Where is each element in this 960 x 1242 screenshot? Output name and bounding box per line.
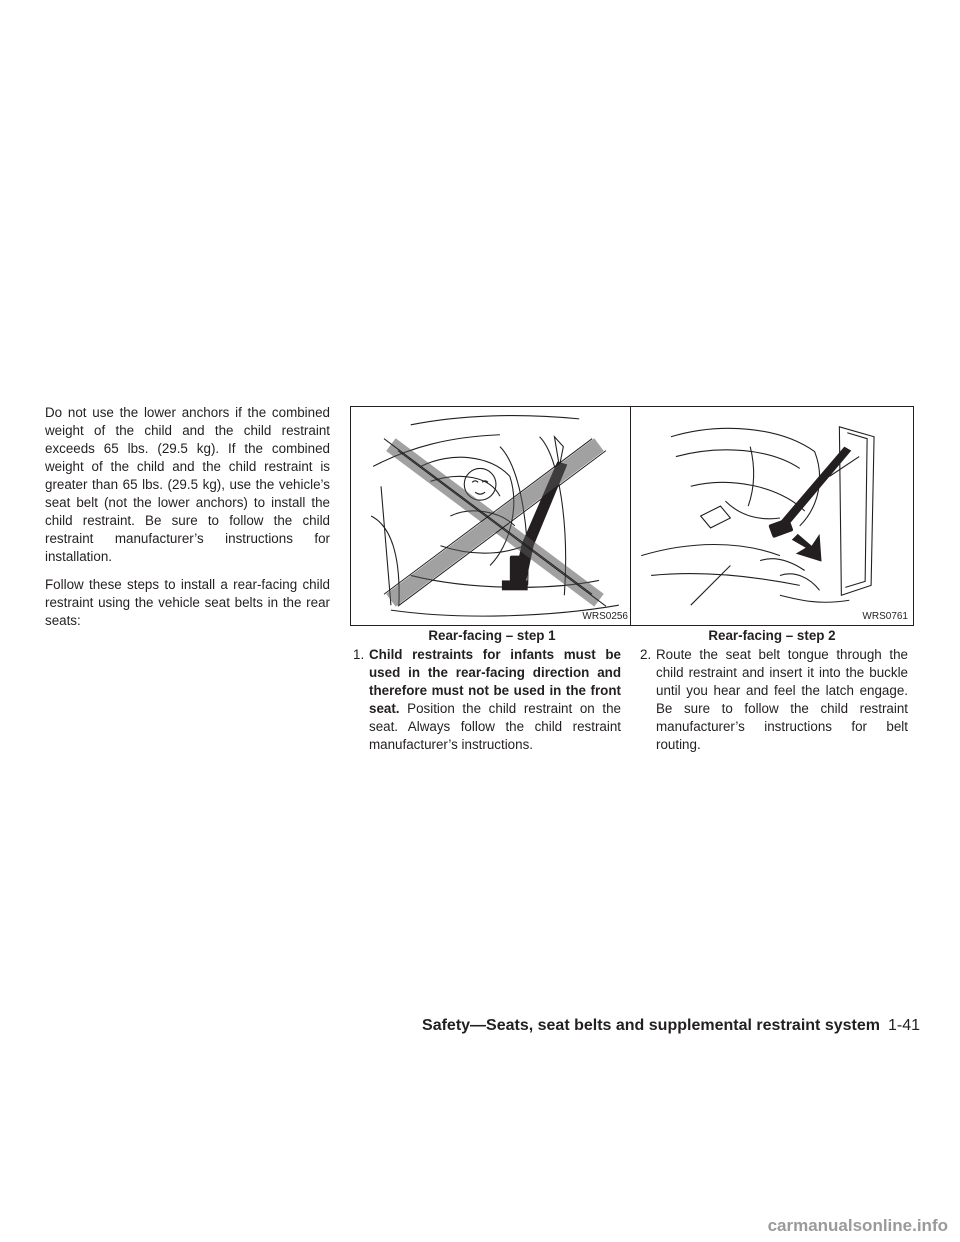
figure-caption: Rear-facing – step 1 [428,628,556,643]
figure-rear-facing-step-2 [630,406,914,626]
step-text: Route the seat belt tongue through the child restraint and insert it into the buckle until you hear and feel the latch engage. Be sure to follow the child restraint manufacturer’s instructions for belt routing. [656,647,908,752]
step-number: 2. [640,647,652,662]
step-1 [353,646,621,754]
step-body [640,646,908,754]
figure-code: WRS0761 [862,611,908,622]
step-2 [640,646,908,754]
figure-rear-facing-step-1 [350,406,634,626]
step-text: Position the child restraint on the seat. Always follow the child restraint manufacturer’s instructions. [369,701,621,752]
intro-paragraph-1: Do not use the lower anchors if the combined weight of the child and the child restraint exceeds 65 lbs. (29.5 kg). If the combined weight of the child and the child restraint is greater than 65 lbs. (29.5 kg), use the vehicle’s seat belt (not the lower anchors) to install the child restraint. Be sure to follow the child restraint manufacturer’s instructions for installation. [45,405,330,564]
step-body [353,646,621,754]
page-number: 1-41 [887,1017,920,1034]
section-title: Safety—Seats, seat belts and supplemental restraint system [422,1017,880,1034]
page-footer [422,1016,920,1036]
crossed-out-front-seat-illustration [351,407,633,625]
watermark: carmanualsonline.info [767,1216,948,1235]
step-number: 1. [353,647,365,662]
intro-paragraph-2: Follow these steps to install a rear-facing child restraint using the vehicle seat belts in the rear seats: [45,577,330,628]
figure-code: WRS0256 [582,611,628,622]
figure-caption: Rear-facing – step 2 [708,628,836,643]
seat-belt-buckle-illustration [631,407,913,625]
intro-column [45,404,330,630]
step-warning: Child restraints for infants must be used in the rear-facing direction and therefore must not be used in the front seat. [369,647,621,716]
